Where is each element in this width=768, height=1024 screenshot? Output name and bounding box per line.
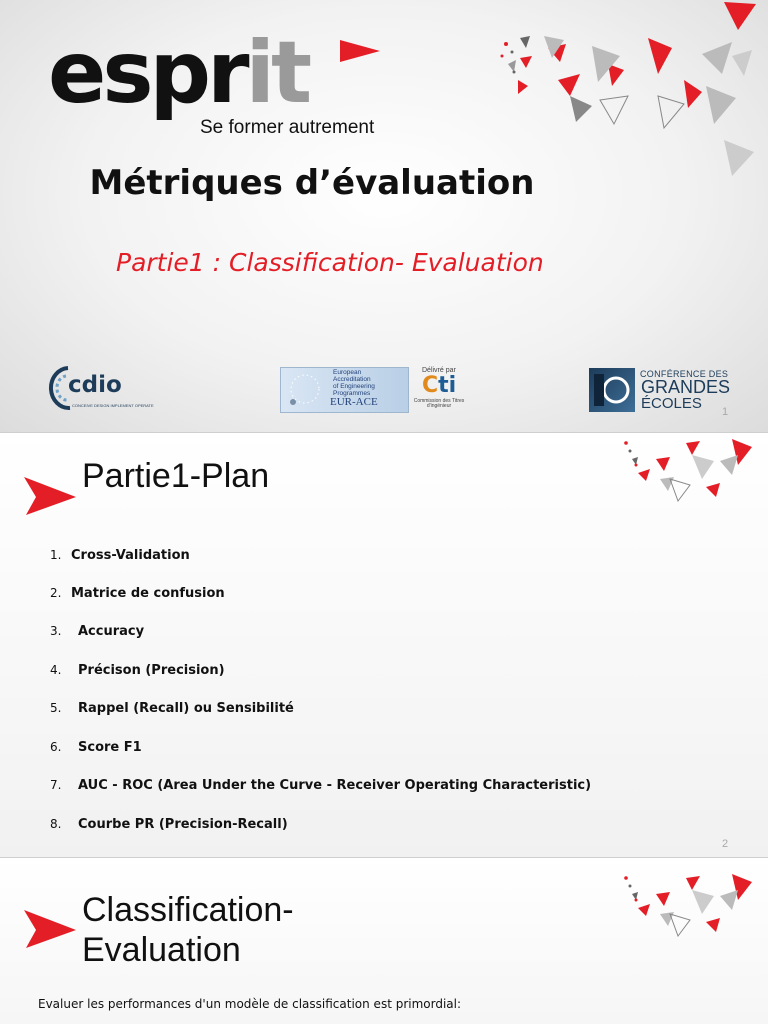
triangle-pattern-decoration (612, 433, 768, 505)
cti-letters: ti (438, 373, 457, 398)
body-text: Evaluer les performances d'un modèle de classification est primordial: (38, 997, 462, 1011)
red-arrow-icon (22, 906, 78, 950)
logo-tagline: Se former autrement (200, 117, 375, 138)
slide-2 (0, 433, 768, 857)
list-item (50, 586, 225, 601)
eur-line: Accreditation (333, 376, 371, 383)
item-number: 1. (50, 548, 62, 562)
page-number: 1 (722, 406, 729, 418)
item-label: Matrice de confusion (71, 586, 225, 601)
cge-line-3: ÉCOLES (641, 395, 702, 412)
item-number: 4. (50, 663, 62, 677)
list-item (50, 817, 288, 832)
item-number: 6. (50, 740, 62, 754)
cge-line-2: GRANDES (641, 377, 731, 397)
list-item (50, 778, 591, 793)
cti-commission: Commission des Titres d'ingénieur (413, 398, 465, 409)
slide-title: Métriques d’évaluation (89, 163, 535, 203)
list-item (50, 701, 294, 716)
eur-line: European (333, 369, 362, 376)
triangle-pattern-decoration (488, 0, 768, 180)
item-label: Score F1 (78, 740, 142, 755)
item-number: 8. (50, 817, 62, 831)
list-item (50, 624, 144, 639)
slide-1 (0, 0, 768, 432)
list-item (50, 548, 190, 563)
item-number: 2. (50, 586, 62, 600)
eur-line: of Engineering (333, 383, 375, 390)
eur-ace-description (333, 369, 375, 397)
page-number: 2 (722, 838, 729, 850)
slide-3 (0, 858, 768, 1024)
cge-g-icon (592, 370, 632, 410)
cti-logo (422, 373, 456, 398)
triangle-pattern-decoration (612, 868, 768, 940)
item-label: Cross-Validation (71, 548, 190, 563)
cdio-logo-text: cdio (68, 372, 122, 398)
cti-c-letter: C (422, 373, 439, 398)
list-item (50, 740, 142, 755)
eur-line: Programmes (333, 390, 371, 397)
item-number: 3. (50, 624, 62, 638)
item-label: AUC - ROC (Area Under the Curve - Receiver Operating Characteristic) (78, 778, 592, 793)
esprit-logo (48, 23, 309, 123)
title-line: Evaluation (82, 931, 241, 969)
item-label: Courbe PR (Precision-Recall) (78, 817, 288, 832)
title-line: Classification- (82, 891, 294, 929)
red-arrow-icon (22, 473, 78, 517)
slide-subtitle: Partie1 : Classification- Evaluation (116, 248, 544, 277)
slide-title (82, 890, 294, 970)
item-label: Précison (Precision) (78, 663, 225, 678)
eu-stars-icon (283, 370, 327, 408)
eur-ace-wordmark: EUR-ACE (330, 396, 378, 408)
item-label: Rappel (Recall) ou Sensibilité (78, 701, 294, 716)
cti-delivered-label: Délivré par (422, 367, 456, 374)
item-number: 7. (50, 778, 62, 792)
slide-title: Partie1-Plan (82, 457, 270, 495)
cge-line-1: CONFÉRENCE DES (640, 369, 729, 379)
logo-accent: it (245, 23, 309, 123)
logo-main: espr (48, 23, 246, 123)
item-label: Accuracy (78, 624, 145, 639)
logo-flag-icon (338, 36, 382, 66)
list-item (50, 663, 225, 678)
item-number: 5. (50, 701, 62, 715)
cdio-tagline: CONCEIVE DESIGN IMPLEMENT OPERATE (72, 403, 154, 408)
